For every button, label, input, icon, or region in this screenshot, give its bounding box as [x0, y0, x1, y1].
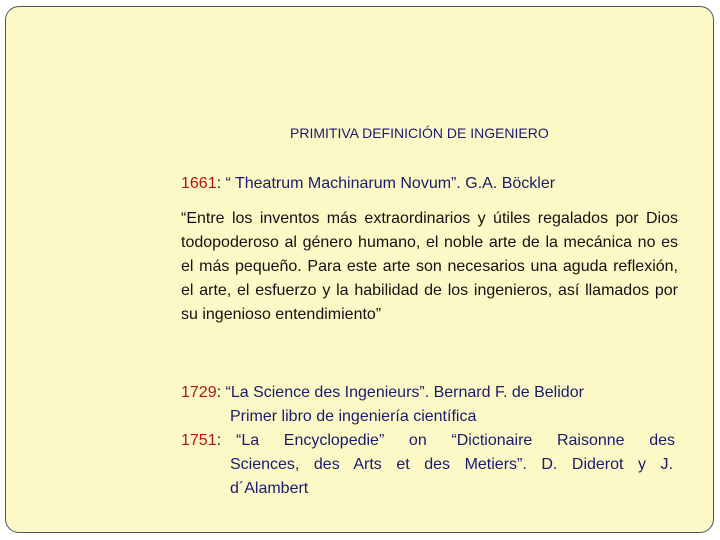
entry-1661 — [181, 175, 555, 193]
entry-1751-year: 1751 — [181, 432, 217, 449]
entry-1661-text: “ Theatrum Machinarum Novum”. G.A. Böckler — [221, 175, 556, 192]
entry-1751-line3: d´Alambert — [230, 480, 309, 497]
entry-1729-year: 1729 — [181, 384, 217, 401]
entry-1729-sep: : — [216, 384, 222, 401]
entry-1751-line1: “La Encyclopedie” on “Dictionaire Raisonne des — [236, 432, 675, 449]
quote-paragraph: “Entre los inventos más extraordinarios y útiles regalados por Dios todopoderoso al género humano, el noble arte de la mecánica no es el más pequeño. Para este arte son necesarios una aguda reflexión, el arte, el esfuerzo y la habilidad de los ingenieros, así llamados por su ingenioso entendimiento” — [181, 210, 678, 323]
slide-title: PRIMITIVA DEFINICIÓN DE INGENIERO — [290, 125, 549, 141]
entry-1751-line2: Sciences, des Arts et des Metiers”. D. Diderot y J. — [230, 456, 673, 473]
entry-1661-sep: : — [216, 175, 222, 192]
entry-1729 — [181, 384, 584, 402]
entry-1729-text: “La Science des Ingenieurs”. Bernard F. de Belidor — [221, 384, 584, 401]
entry-1751-label — [181, 432, 221, 450]
slide-frame — [5, 6, 714, 533]
entry-1661-year: 1661 — [181, 175, 217, 192]
entry-1729-subtitle: Primer libro de ingeniería científica — [230, 408, 477, 425]
entry-1751-sep: : — [216, 432, 222, 449]
